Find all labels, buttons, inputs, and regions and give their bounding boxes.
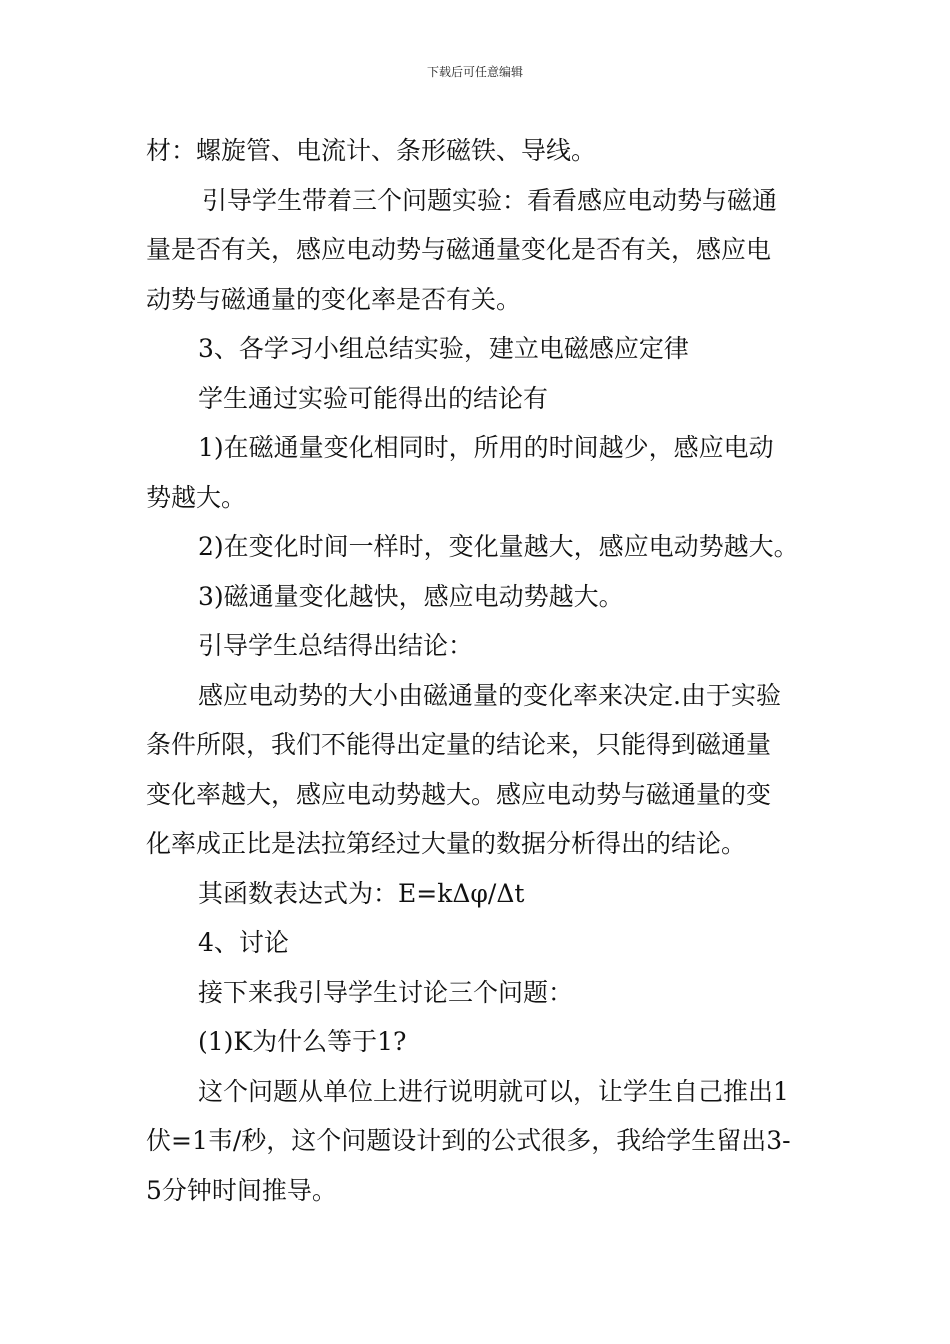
paragraph-line: 这个问题从单位上进行说明就可以，让学生自己推出1	[198, 1076, 789, 1106]
paragraph-line: 学生通过实验可能得出的结论有	[198, 383, 549, 413]
paragraph-line: 伏=1韦/秒，这个问题设计到的公式很多，我给学生留出3-	[146, 1126, 791, 1155]
paragraph-line: 5分钟时间推导。	[146, 1175, 337, 1205]
list-item-1-continued: 势越大。	[146, 482, 247, 512]
section-heading-3: 3、各学习小组总结实验，建立电磁感应定律	[198, 334, 689, 363]
paragraph-line: 量是否有关，感应电动势与磁通量变化是否有关，感应电	[146, 235, 772, 264]
question-item-1: (1)K为什么等于1?	[198, 1027, 407, 1056]
document-body	[146, 126, 810, 1215]
list-item-3: 3)磁通量变化越快，感应电动势越大。	[198, 581, 624, 611]
paragraph-line: 化率成正比是法拉第经过大量的数据分析得出的结论。	[146, 829, 747, 858]
paragraph-line: 动势与磁通量的变化率是否有关。	[146, 284, 522, 314]
paragraph-line: 变化率越大，感应电动势越大。感应电动势与磁通量的变	[146, 779, 772, 809]
paragraph-line: 接下来我引导学生讨论三个问题：	[198, 977, 574, 1007]
section-heading-4: 4、讨论	[198, 928, 289, 957]
paragraph-line: 引导学生带着三个问题实验：看看感应电动势与磁通	[202, 185, 778, 215]
list-item-1: 1)在磁通量变化相同时，所用的时间越少，感应电动	[198, 433, 774, 462]
paragraph-line: 引导学生总结得出结论：	[198, 631, 474, 660]
paragraph-line: 感应电动势的大小由磁通量的变化率来决定.由于实验	[198, 680, 781, 710]
page-header-note: 下载后可任意编辑	[426, 65, 523, 79]
formula-line: 其函数表达式为：E=kΔφ/Δt	[198, 878, 525, 908]
paragraph-line: 条件所限，我们不能得出定量的结论来，只能得到磁通量	[146, 730, 772, 759]
list-item-2: 2)在变化时间一样时，变化量越大，感应电动势越大。	[198, 532, 799, 561]
text-line-materials: 材：螺旋管、电流计、条形磁铁、导线。	[146, 136, 597, 165]
